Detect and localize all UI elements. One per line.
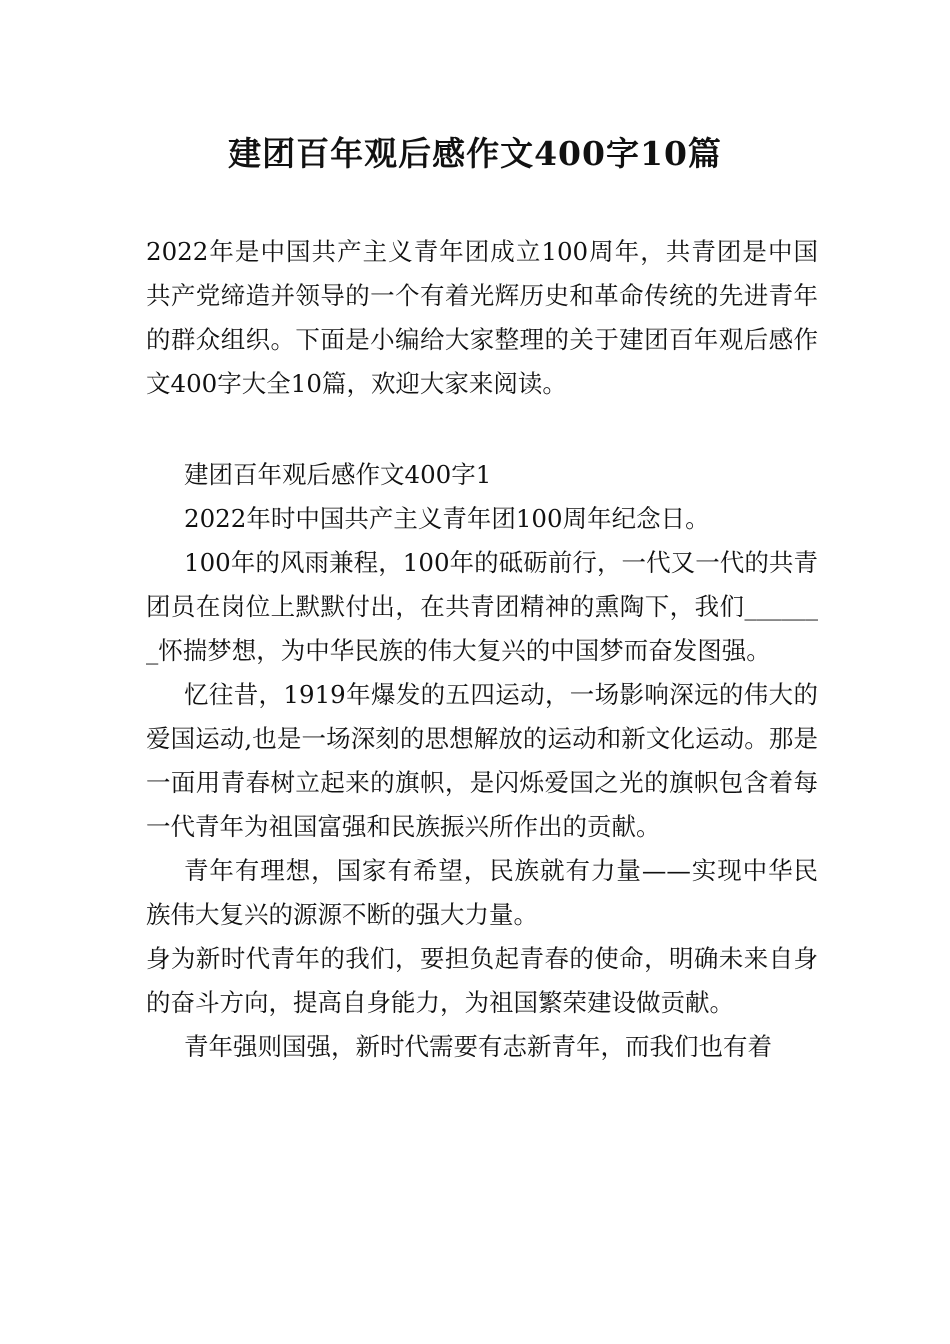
paragraph-6: 青年强则国强，新时代需要有志新青年，而我们也有着: [184, 1032, 772, 1061]
paragraph-2: 100年的风雨兼程，100年的砥砺前行，一代又一代的共青团员在岗位上默默付出，在共青团精神的熏陶下，我们_______怀揣梦想，为中华民族的伟大复兴的中国梦而奋发图强。: [146, 548, 818, 665]
paragraph-3: 忆往昔，1919年爆发的五四运动，一场影响深远的伟大的爱国运动,也是一场深刻的思想解放的运动和新文化运动。那是一面用青春树立起来的旗帜，是闪烁爱国之光的旗帜包含着每一代青年为祖国富强和民族振兴所作出的贡献。: [146, 680, 818, 841]
document-title: 建团百年观后感作文400字10篇: [228, 134, 722, 173]
document-body: [146, 230, 818, 1069]
paragraph-4: 青年有理想，国家有希望，民族就有力量——实现中华民族伟大复兴的源源不断的强大力量。: [146, 856, 818, 929]
paragraph-1: 2022年时中国共产主义青年团100周年纪念日。: [184, 504, 710, 533]
paragraph-5: 身为新时代青年的我们，要担负起青春的使命，明确未来自身的奋斗方向，提高自身能力，为祖国繁荣建设做贡献。: [146, 944, 818, 1017]
section-heading: 建团百年观后感作文400字1: [184, 460, 492, 489]
paragraph-gap: [146, 406, 818, 453]
intro-paragraph: 2022年是中国共产主义青年团成立100周年，共青团是中国共产党缔造并领导的一个有着光辉历史和革命传统的先进青年的群众组织。下面是小编给大家整理的关于建团百年观后感作文400字大全10篇，欢迎大家来阅读。: [146, 237, 818, 398]
